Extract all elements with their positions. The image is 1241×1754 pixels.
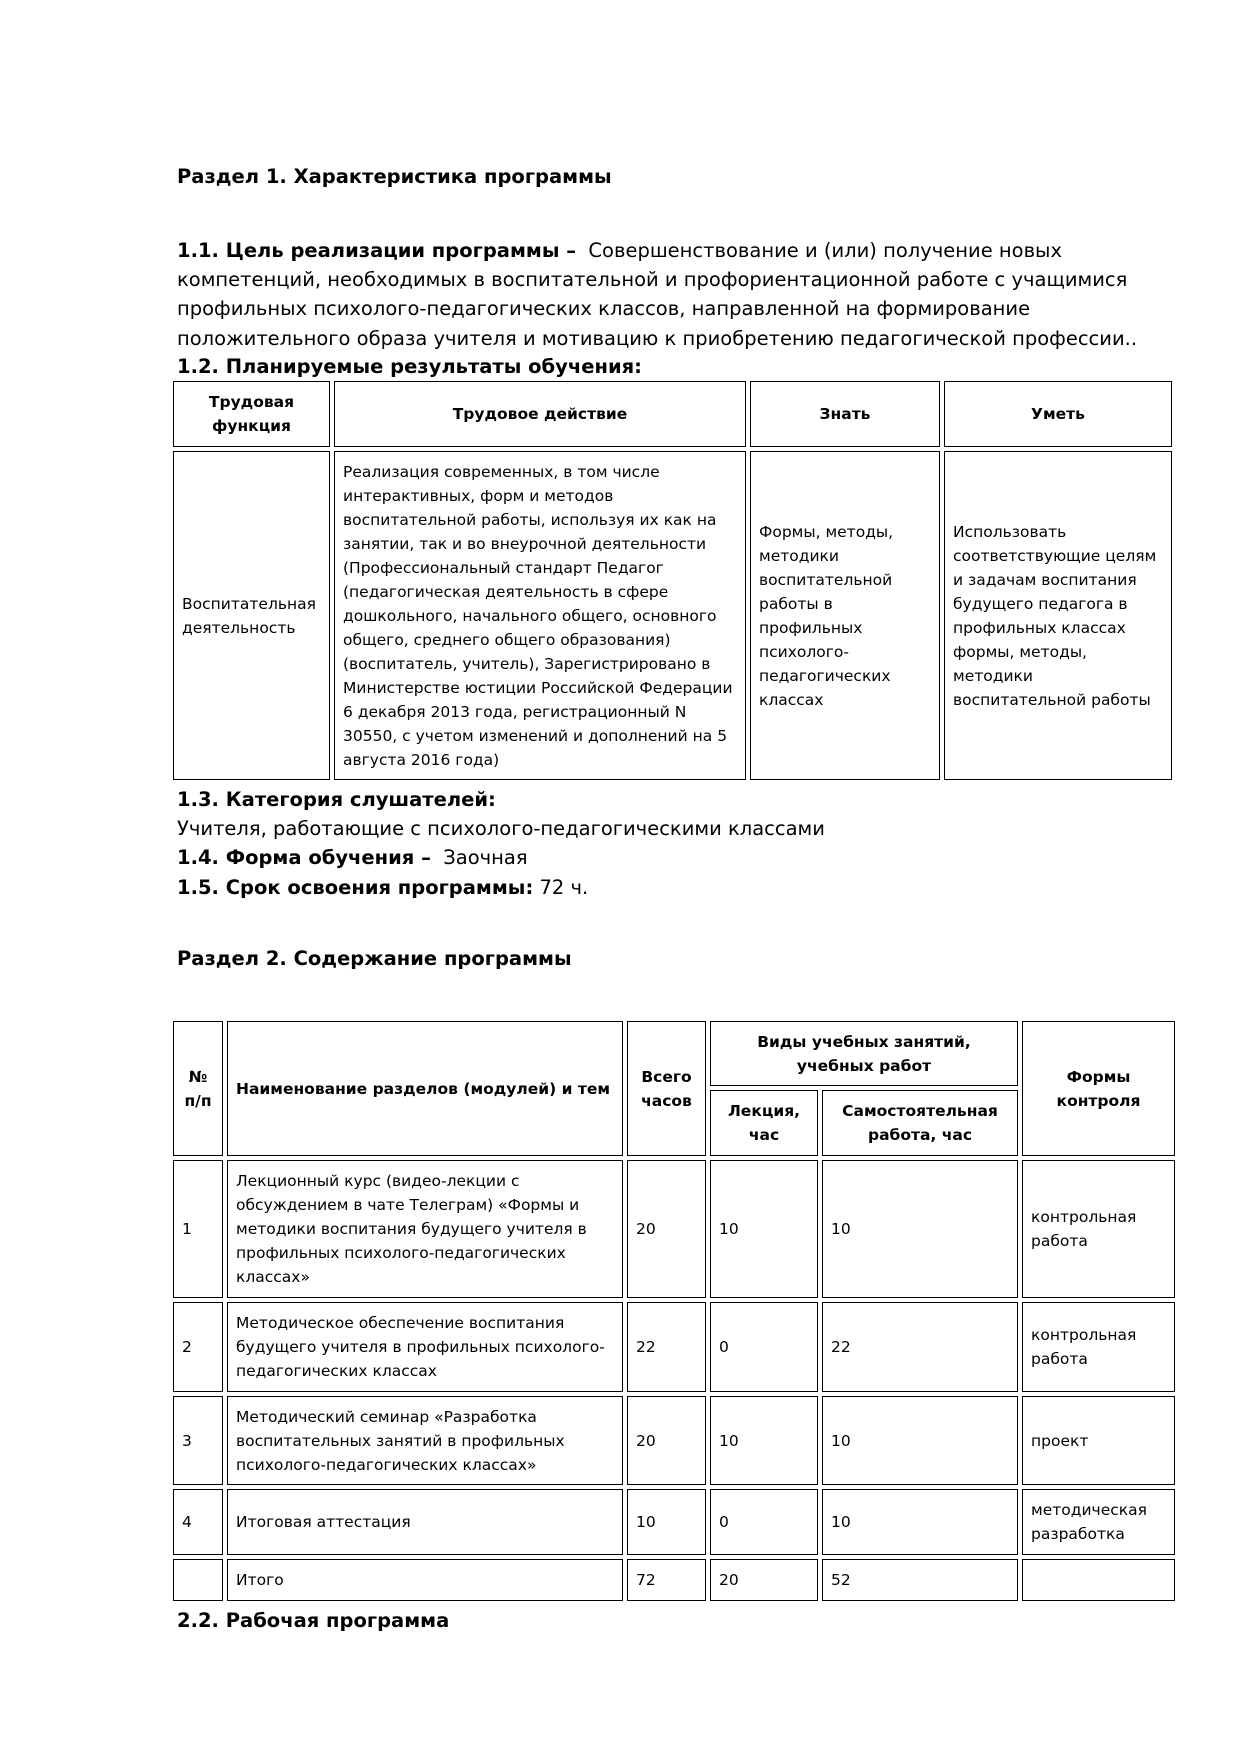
header-kinds: Виды учебных занятий, учебных работ (710, 1021, 1018, 1086)
row-lecture: 0 (710, 1489, 818, 1555)
form-text: Заочная (443, 846, 528, 869)
header-function: Трудовая функция (173, 381, 330, 447)
row-num: 4 (173, 1489, 223, 1555)
header-control: Формы контроля (1022, 1021, 1175, 1156)
content-table (169, 1017, 1179, 1605)
header-able: Уметь (944, 381, 1172, 447)
audience-label: 1.3. Категория слушателей: (177, 788, 496, 811)
goal-label: 1.1. Цель реализации программы – (177, 239, 576, 262)
header-action: Трудовое действие (334, 381, 746, 447)
row-lecture: 20 (710, 1559, 818, 1601)
table-row (173, 1489, 1175, 1555)
header-know: Знать (750, 381, 940, 447)
row-control: контрольная работа (1022, 1160, 1175, 1298)
header-self: Самостоятельная работа, час (822, 1090, 1018, 1156)
row-num: 1 (173, 1160, 223, 1298)
workprog-label: 2.2. Рабочая программа (177, 1609, 450, 1632)
row-control: контрольная работа (1022, 1302, 1175, 1392)
goal-text: Совершенствование и (или) получение новых компетенций, необходимых в воспитательной и профориентационной работе с учащимися профильных психолого-педагогических классов, направленной на формирование положительного образа учителя и мотивацию к приобретению педагогической профессии.. (177, 239, 1138, 350)
content-header-row-1 (173, 1021, 1175, 1086)
row-control: проект (1022, 1396, 1175, 1485)
goal-paragraph (177, 236, 1189, 353)
results-row (173, 451, 1172, 780)
table-row-total (173, 1559, 1175, 1601)
row-name: Лекционный курс (видео-лекции с обсуждением в чате Телеграм) «Формы и методики воспитания будущего учителя в профильных психолого-педагогических классах» (227, 1160, 623, 1298)
header-num: № п/п (173, 1021, 223, 1156)
audience-label-line (177, 785, 496, 814)
section-2-title: Раздел 2. Содержание программы (177, 947, 572, 970)
row-self: 52 (822, 1559, 1018, 1601)
row-control: методическая разработка (1022, 1489, 1175, 1555)
row-self: 22 (822, 1302, 1018, 1392)
form-line (177, 843, 528, 872)
row-lecture: 10 (710, 1160, 818, 1298)
row-total: 20 (627, 1160, 706, 1298)
row-self: 10 (822, 1160, 1018, 1298)
row-self: 10 (822, 1489, 1018, 1555)
table-row (173, 1302, 1175, 1392)
header-name: Наименование разделов (модулей) и тем (227, 1021, 623, 1156)
cell-action: Реализация современных, в том числе интерактивных, форм и методов воспитательной работы, используя их как на занятии, так и во внеурочной деятельности (Профессиональный стандарт Педагог (педагогическая деятельность в сфере дошкольного, начального общего, основного общего, среднего общего образования) (воспитатель, учитель), Зарегистрировано в Министерстве юстиции Российской Федерации 6 декабря 2013 года, регистрационный N 30550, с учетом изменений и дополнений на 5 августа 2016 года) (334, 451, 746, 780)
row-num (173, 1559, 223, 1601)
row-name: Итого (227, 1559, 623, 1601)
row-lecture: 0 (710, 1302, 818, 1392)
header-lecture: Лекция, час (710, 1090, 818, 1156)
audience-text: Учителя, работающие с психолого-педагогическими классами (177, 817, 825, 840)
row-total: 20 (627, 1396, 706, 1485)
row-total: 72 (627, 1559, 706, 1601)
term-line (177, 873, 588, 902)
cell-know: Формы, методы, методики воспитательной работы в профильных психолого-педагогических классах (750, 451, 940, 780)
form-label: 1.4. Форма обучения – (177, 846, 431, 869)
row-name: Методический семинар «Разработка воспитательных занятий в профильных психолого-педагогических классах» (227, 1396, 623, 1485)
results-label: 1.2. Планируемые результаты обучения: (177, 355, 642, 378)
row-lecture: 10 (710, 1396, 818, 1485)
cell-function: Воспитательная деятельность (173, 451, 330, 780)
row-num: 2 (173, 1302, 223, 1392)
row-control (1022, 1559, 1175, 1601)
results-header-row (173, 381, 1172, 447)
table-row (173, 1396, 1175, 1485)
row-name: Методическое обеспечение воспитания будущего учителя в профильных психолого-педагогических классах (227, 1302, 623, 1392)
row-self: 10 (822, 1396, 1018, 1485)
row-name: Итоговая аттестация (227, 1489, 623, 1555)
row-total: 22 (627, 1302, 706, 1392)
results-table (169, 377, 1176, 784)
row-num: 3 (173, 1396, 223, 1485)
cell-able: Использовать соответствующие целям и задачам воспитания будущего педагога в профильных классах формы, методы, методики воспитательной работы (944, 451, 1172, 780)
table-row (173, 1160, 1175, 1298)
term-text: 72 ч. (539, 876, 589, 899)
header-total: Всего часов (627, 1021, 706, 1156)
section-1-title: Раздел 1. Характеристика программы (177, 165, 612, 188)
row-total: 10 (627, 1489, 706, 1555)
term-label: 1.5. Срок освоения программы: (177, 876, 534, 899)
